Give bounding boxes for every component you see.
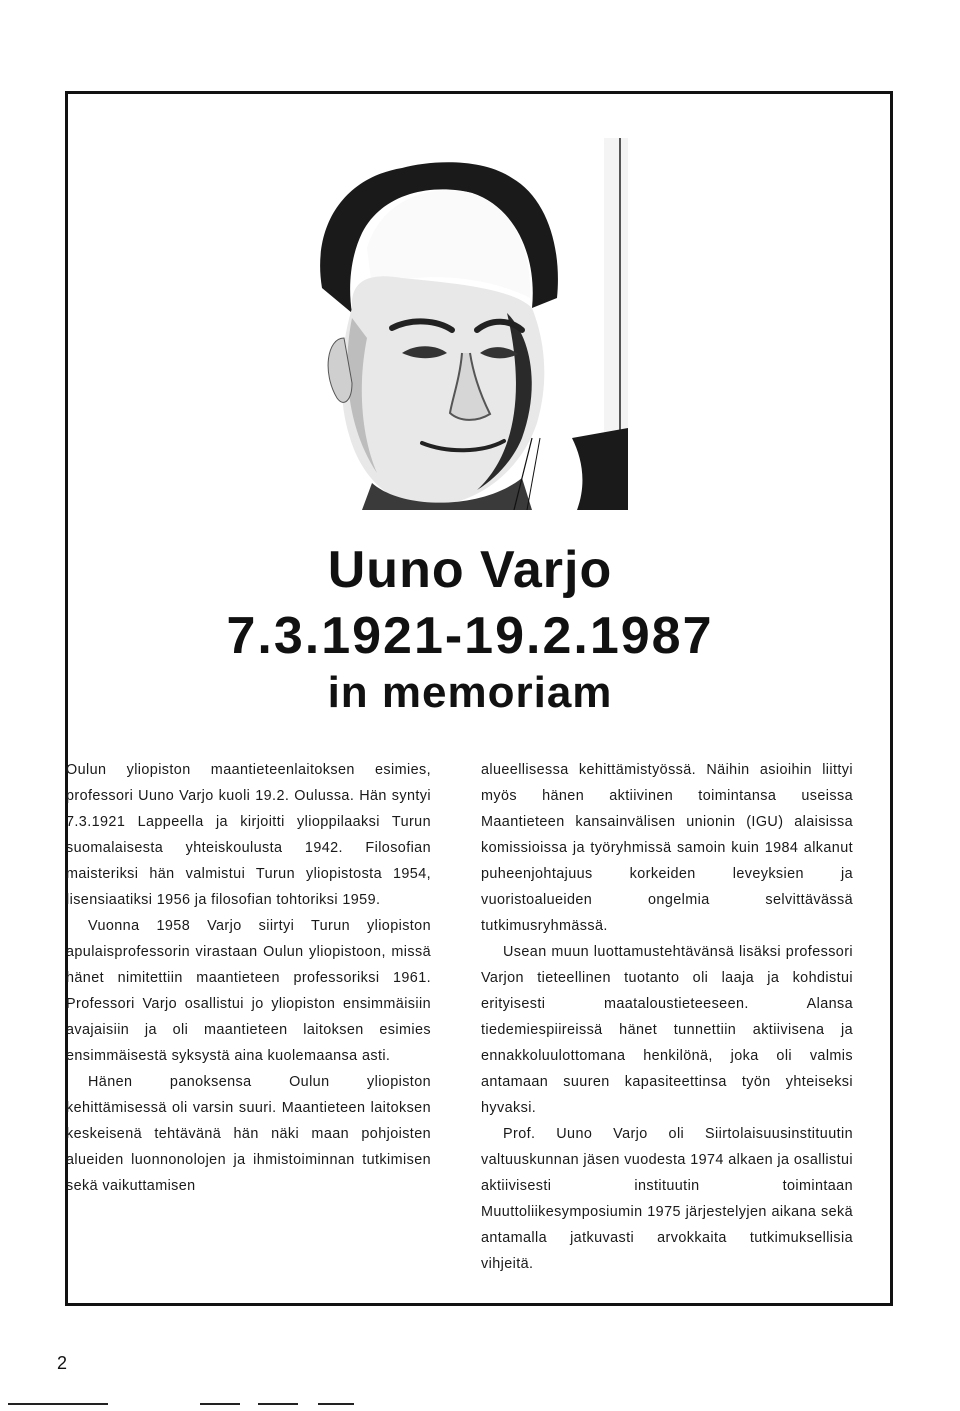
left-paragraph-3: Hänen panoksensa Oulun yliopiston kehittämisessä oli varsin suuri. Maantieteen laitoksen keskeisenä tehtävänä hän näki maan pohjoisten alueiden luonnonolojen ja ihmistoiminnan tutkimisen sekä vaikuttamisen [66, 1074, 431, 1194]
memorial-subtitle: in memoriam [327, 668, 613, 717]
portrait-photo [282, 138, 628, 510]
left-paragraph-1: Oulun yliopiston maantieteenlaitoksen esimies, professori Uuno Varjo kuoli 19.2. Oulussa. Hän syntyi 7.3.1921 Lappeella ja kirjoitti ylioppilaaksi Turun suomalaisesta yhteiskoulusta 1942. Filosofian maisteriksi hän valmistui Turun yliopistosta 1954, lisensiaatiksi 1956 ja filosofian tohtoriksi 1959. [66, 762, 431, 908]
right-paragraph-1: alueellisessa kehittämistyössä. Näihin asioihin liittyi myös hänen aktiivinen toimintansa useissa Maantieteen kansainvälisen unionin (IGU) alaisissa komissioissa ja työryhmissä samoin kuin 1984 alkanut puheenjohtajuus korkeiden leveyksien ja vuoristoalueiden ongelmia selvittävässä tutkimusryhmässä. [481, 762, 853, 934]
frame-top-rule [65, 91, 893, 94]
right-column [481, 757, 853, 1277]
page-number: 2 [57, 1353, 68, 1373]
right-paragraph-3: Prof. Uuno Varjo oli Siirtolaisuusinstituutin valtuuskunnan jäsen vuodesta 1974 alkaen ja osallistui aktiivisesti instituutin toimintaan Muuttoliikesymposiumin 1975 järjestelyjen aikana sekä antamalla jatkuvasti arvokkaita tutkimuksellisia vihjeitä. [481, 1126, 854, 1272]
frame-right-rule [890, 91, 893, 1306]
memorial-dates: 7.3.1921-19.2.1987 [226, 607, 714, 665]
portrait-drawing [282, 138, 628, 510]
footer-rule-2 [200, 1403, 240, 1405]
right-paragraph-2: Usean muun luottamustehtävänsä lisäksi professori Varjon tieteellinen tuotanto oli laaja ja kohdistui erityisesti maataloustieteeseen. Alansa tiedemiespiireissä hänet tunnettiin aktiivisena ja ennakkoluulottomana henkilönä, joka oli valmis antamaan suuren kapasiteettinsa työn yhteiseksi hyvaksi. [481, 944, 853, 1116]
footer-rule-1 [8, 1403, 108, 1405]
left-column [66, 757, 431, 1199]
footer-rule-3 [258, 1403, 298, 1405]
frame-bottom-rule [65, 1303, 893, 1306]
left-paragraph-2: Vuonna 1958 Varjo siirtyi Turun yliopiston apulaisprofessorin virastaan Oulun yliopistoon, missä hänet nimitettiin maantieteen professoriksi 1961. Professori Varjo osallistui jo yliopiston ensimmäisiin avajaisiin ja oli maantieteen laitoksen esimies ensimmäisestä syksystä aina kuolemaansa asti. [66, 918, 431, 1064]
footer-rule-4 [318, 1403, 354, 1405]
memorial-name: Uuno Varjo [327, 541, 613, 599]
